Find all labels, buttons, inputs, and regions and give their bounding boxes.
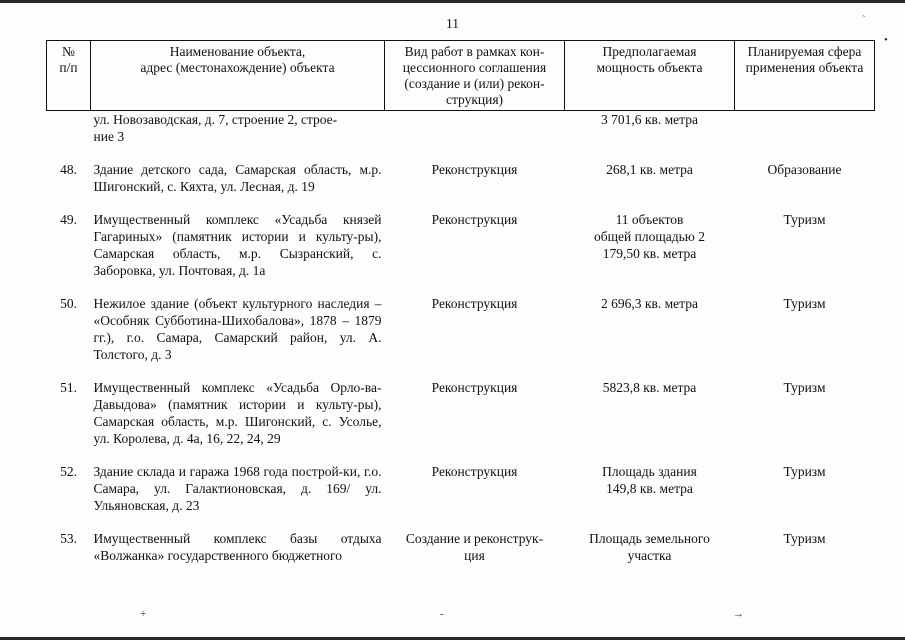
table-row-continuation: [47, 111, 875, 146]
cell-work: Реконструкция: [431, 464, 518, 479]
cell-capacity: 268,1 кв. метра: [606, 162, 693, 177]
cell-sphere: Туризм: [783, 464, 826, 479]
cell-num: 51.: [60, 380, 77, 395]
cell-capacity: 3 701,6 кв. метра: [601, 112, 698, 127]
cell-capacity: 11 объектов общей площадью 2 179,50 кв. метра: [594, 212, 705, 261]
scan-speck: →: [733, 608, 744, 620]
table-row: [47, 463, 875, 514]
scan-speck: +: [140, 608, 147, 620]
cell-name: ул. Новозаводская, д. 7, строение 2, строе- ние 3: [93, 112, 338, 144]
header-capacity: Предполагаемая мощность объекта: [565, 41, 735, 111]
table-header-row: [47, 41, 875, 111]
cell-sphere: Туризм: [783, 212, 826, 227]
table-row: [47, 211, 875, 279]
cell-name: Здание детского сада, Самарская область, м.р. Шигонский, с. Кяхта, ул. Лесная, д. 19: [93, 162, 382, 194]
cell-sphere: Туризм: [783, 531, 826, 546]
table-row: [47, 295, 875, 363]
table-row: [47, 530, 875, 564]
table-row: [47, 379, 875, 447]
table-row: [47, 161, 875, 195]
cell-sphere: [735, 111, 875, 146]
cell-name: Имущественный комплекс базы отдыха «Волжанка» государственного бюджетного: [93, 531, 382, 563]
page-number: 11: [446, 16, 459, 31]
header-num: № п/п: [47, 41, 91, 111]
cell-capacity: 2 696,3 кв. метра: [601, 296, 698, 311]
scan-speck: -: [440, 608, 444, 620]
cell-capacity: 5823,8 кв. метра: [602, 380, 697, 395]
cell-work: [385, 111, 565, 146]
cell-name: Имущественный комплекс «Усадьба князей Гагариных» (памятник истории и культу-ры), Самарская область, м.р. Сызранский, с. Заборовка, ул. Почтовая, д. 1а: [93, 212, 382, 278]
cell-num: 52.: [60, 464, 77, 479]
cell-name: Имущественный комплекс «Усадьба Орло-ва-Давыдова» (памятник истории и культу-ры), Самарская область, м.р. Шигонский, с. Усолье, ул. Королева, д. 4а, 16, 22, 24, 29: [93, 380, 382, 446]
cell-capacity: Площадь земельного участка: [589, 531, 710, 563]
cell-work: Реконструкция: [431, 162, 518, 177]
cell-num: [47, 111, 91, 146]
scan-edge-top: [0, 0, 905, 3]
cell-capacity: Площадь здания 149,8 кв. метра: [602, 464, 697, 496]
cell-name: Нежилое здание (объект культурного наследия – «Особняк Субботина-Шихобалова», 1878 – 1879 гг.), г.о. Самара, Самарский район, ул. А. Толстого, д. 3: [93, 296, 382, 362]
scan-speck: •: [884, 34, 888, 46]
cell-work: Реконструкция: [431, 380, 518, 395]
cell-work: Реконструкция: [431, 212, 518, 227]
objects-table: [46, 40, 875, 564]
scan-speck: `: [862, 14, 866, 26]
header-sphere: Планируемая сфера применения объекта: [735, 41, 875, 111]
cell-name: Здание склада и гаража 1968 года построй-ки, г.о. Самара, ул. Галактионовская, д. 169/ ул. Ульяновская, д. 23: [93, 464, 382, 513]
cell-num: 49.: [60, 212, 77, 227]
cell-num: 50.: [60, 296, 77, 311]
cell-sphere: Туризм: [783, 296, 826, 311]
cell-num: 48.: [60, 162, 77, 177]
cell-num: 53.: [60, 531, 77, 546]
header-work: Вид работ в рамках кон- цессионного соглашения (создание и (или) рекон- струкция): [385, 41, 565, 111]
header-name: Наименование объекта, адрес (местонахождение) объекта: [91, 41, 385, 111]
cell-work: Реконструкция: [431, 296, 518, 311]
cell-work: Создание и реконструк- ция: [405, 531, 544, 563]
cell-sphere: Образование: [767, 162, 842, 177]
cell-sphere: Туризм: [783, 380, 826, 395]
